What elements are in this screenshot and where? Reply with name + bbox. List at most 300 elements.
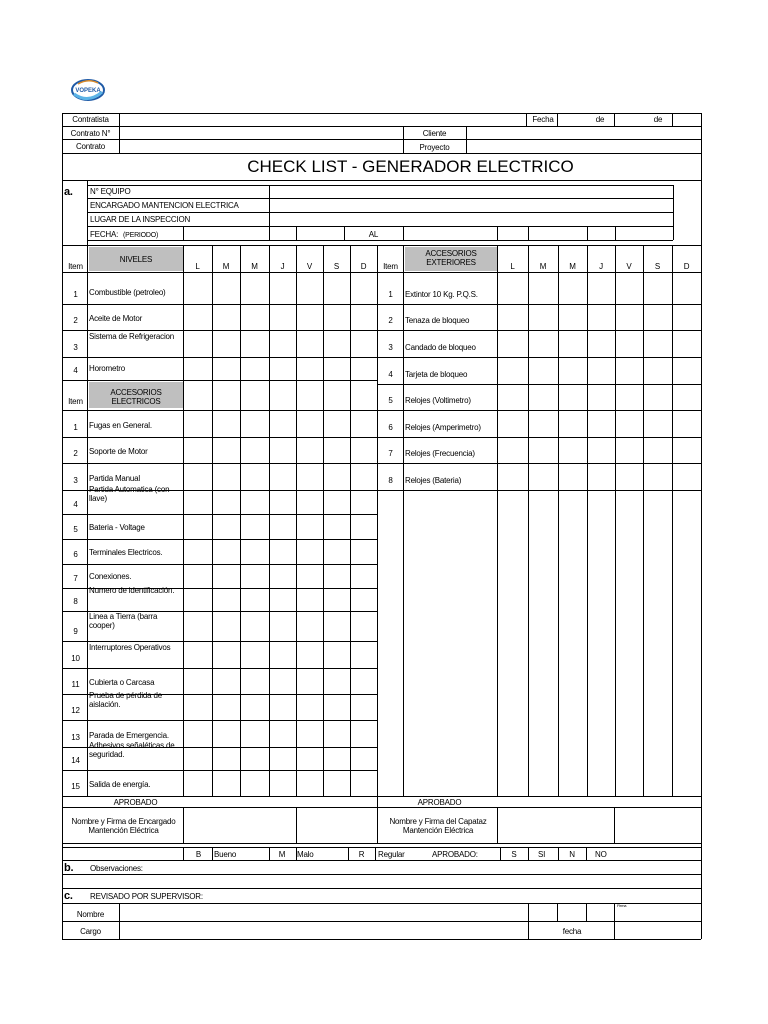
row-number: 4 bbox=[73, 500, 78, 509]
contrato-field[interactable] bbox=[120, 140, 403, 153]
check-cell[interactable] bbox=[184, 438, 212, 463]
check-cell[interactable] bbox=[529, 385, 558, 410]
check-cell[interactable] bbox=[241, 273, 269, 304]
check-cell[interactable] bbox=[616, 331, 643, 357]
contrato-n-field[interactable] bbox=[120, 127, 403, 139]
row-number: 1 bbox=[388, 290, 393, 299]
check-cell[interactable] bbox=[644, 305, 672, 330]
grid-line bbox=[701, 113, 702, 939]
check-cell[interactable] bbox=[644, 464, 672, 490]
check-cell[interactable] bbox=[241, 612, 269, 641]
row-number: 8 bbox=[388, 476, 393, 485]
check-cell[interactable] bbox=[351, 642, 377, 668]
check-cell[interactable] bbox=[184, 695, 212, 720]
check-cell[interactable] bbox=[241, 305, 269, 330]
check-cell[interactable] bbox=[184, 305, 212, 330]
check-cell[interactable] bbox=[351, 331, 377, 357]
grid-line bbox=[62, 153, 701, 154]
check-cell[interactable] bbox=[184, 612, 212, 641]
check-cell[interactable] bbox=[184, 273, 212, 304]
check-cell[interactable] bbox=[270, 771, 296, 796]
check-cell[interactable] bbox=[351, 771, 377, 796]
check-cell[interactable] bbox=[297, 438, 323, 463]
check-cell[interactable] bbox=[644, 358, 672, 384]
check-cell[interactable] bbox=[270, 540, 296, 564]
check-cell[interactable] bbox=[351, 358, 377, 380]
check-cell[interactable] bbox=[270, 305, 296, 330]
svg-text:VOPEKA: VOPEKA bbox=[75, 88, 101, 94]
nombre-field[interactable] bbox=[120, 904, 528, 921]
grid-line bbox=[403, 126, 404, 153]
check-cell[interactable] bbox=[673, 331, 701, 357]
contratista-label: Contratista bbox=[72, 115, 109, 124]
row-number: 1 bbox=[73, 290, 78, 299]
row-label: Adhesivos señaléticas de seguridad. bbox=[89, 741, 175, 759]
check-cell[interactable] bbox=[297, 464, 323, 490]
check-cell[interactable] bbox=[270, 589, 296, 611]
grid-line bbox=[375, 847, 376, 860]
grid-line bbox=[526, 113, 527, 126]
firma-encargado: Nombre y Firma de Encargado Mantención Eléctrica bbox=[71, 817, 176, 835]
check-cell[interactable] bbox=[213, 695, 240, 720]
section-a-label: a. bbox=[64, 186, 73, 198]
check-cell[interactable] bbox=[673, 464, 701, 490]
check-cell[interactable] bbox=[324, 438, 350, 463]
check-cell[interactable] bbox=[270, 491, 296, 514]
check-cell[interactable] bbox=[297, 331, 323, 357]
encargado-field[interactable] bbox=[270, 199, 673, 212]
check-cell[interactable] bbox=[351, 411, 377, 437]
check-cell[interactable] bbox=[184, 358, 212, 380]
check-cell[interactable] bbox=[559, 464, 587, 490]
check-cell[interactable] bbox=[644, 273, 672, 304]
n-equipo-field[interactable] bbox=[270, 185, 673, 198]
check-cell[interactable] bbox=[297, 358, 323, 380]
check-cell[interactable] bbox=[241, 331, 269, 357]
check-cell[interactable] bbox=[351, 612, 377, 641]
check-cell[interactable] bbox=[213, 305, 240, 330]
row-number: 6 bbox=[73, 550, 78, 559]
check-cell[interactable] bbox=[351, 273, 377, 304]
item-header-right: Item bbox=[383, 262, 398, 271]
check-cell[interactable] bbox=[616, 305, 643, 330]
check-cell[interactable] bbox=[588, 331, 615, 357]
check-cell[interactable] bbox=[324, 748, 350, 770]
check-cell[interactable] bbox=[297, 565, 323, 588]
check-cell[interactable] bbox=[498, 273, 528, 304]
grid-line bbox=[62, 180, 701, 181]
check-cell[interactable] bbox=[297, 642, 323, 668]
check-cell[interactable] bbox=[498, 358, 528, 384]
check-cell[interactable] bbox=[351, 748, 377, 770]
check-cell[interactable] bbox=[351, 540, 377, 564]
check-cell[interactable] bbox=[213, 748, 240, 770]
check-cell[interactable] bbox=[559, 385, 587, 410]
row-label: Relojes (Amperimetro) bbox=[405, 423, 481, 432]
check-cell[interactable] bbox=[270, 721, 296, 747]
check-cell[interactable] bbox=[241, 695, 269, 720]
revisado-label: REVISADO POR SUPERVISOR: bbox=[90, 892, 203, 901]
check-cell[interactable] bbox=[588, 273, 615, 304]
grid-line bbox=[497, 807, 498, 843]
row-label: Salida de energía. bbox=[89, 780, 151, 789]
check-cell[interactable] bbox=[324, 695, 350, 720]
check-cell[interactable] bbox=[270, 669, 296, 694]
check-cell[interactable] bbox=[529, 438, 558, 463]
day-header-right-3: J bbox=[599, 262, 603, 271]
check-cell[interactable] bbox=[351, 565, 377, 588]
check-cell[interactable] bbox=[644, 411, 672, 437]
check-cell[interactable] bbox=[324, 540, 350, 564]
check-cell[interactable] bbox=[588, 305, 615, 330]
grid-line bbox=[62, 796, 377, 797]
check-cell[interactable] bbox=[297, 515, 323, 539]
firma-capataz: Nombre y Firma del Capataz Mantención Eléctrica bbox=[389, 817, 487, 835]
check-cell[interactable] bbox=[297, 589, 323, 611]
aprobado-right: APROBADO bbox=[417, 798, 462, 807]
row-label: Sistema de Refrigeracion bbox=[89, 332, 175, 341]
check-cell[interactable] bbox=[644, 438, 672, 463]
check-cell[interactable] bbox=[213, 565, 240, 588]
check-cell[interactable] bbox=[297, 491, 323, 514]
check-cell[interactable] bbox=[270, 464, 296, 490]
row-number: 4 bbox=[388, 370, 393, 379]
check-cell[interactable] bbox=[324, 411, 350, 437]
grid-line bbox=[62, 939, 701, 940]
cliente-label: Cliente bbox=[422, 129, 447, 138]
check-cell[interactable] bbox=[529, 305, 558, 330]
check-cell[interactable] bbox=[241, 464, 269, 490]
check-cell[interactable] bbox=[241, 358, 269, 380]
row-number: 6 bbox=[388, 423, 393, 432]
row-number: 7 bbox=[388, 449, 393, 458]
check-cell[interactable] bbox=[324, 669, 350, 694]
check-cell[interactable] bbox=[588, 464, 615, 490]
check-cell[interactable] bbox=[673, 305, 701, 330]
check-cell[interactable] bbox=[297, 540, 323, 564]
check-cell[interactable] bbox=[529, 358, 558, 384]
row-label: Candado de bloqueo bbox=[405, 343, 476, 352]
fecha-c-label: fecha bbox=[562, 927, 582, 936]
check-cell[interactable] bbox=[270, 748, 296, 770]
check-cell[interactable] bbox=[616, 273, 643, 304]
check-cell[interactable] bbox=[588, 385, 615, 410]
grid-line bbox=[62, 888, 701, 889]
check-cell[interactable] bbox=[324, 491, 350, 514]
check-cell[interactable] bbox=[297, 771, 323, 796]
day-header-right-4: V bbox=[626, 262, 632, 271]
check-cell[interactable] bbox=[241, 565, 269, 588]
check-cell[interactable] bbox=[241, 721, 269, 747]
grid-line bbox=[403, 245, 404, 796]
day-header-left-2: M bbox=[251, 262, 258, 271]
fecha-label: Fecha bbox=[532, 115, 554, 124]
check-cell[interactable] bbox=[241, 748, 269, 770]
check-cell[interactable] bbox=[241, 669, 269, 694]
check-cell[interactable] bbox=[184, 669, 212, 694]
check-cell[interactable] bbox=[213, 358, 240, 380]
check-cell[interactable] bbox=[241, 411, 269, 437]
day-header-left-5: S bbox=[333, 262, 340, 271]
check-cell[interactable] bbox=[297, 273, 323, 304]
check-cell[interactable] bbox=[297, 305, 323, 330]
grid-line bbox=[62, 874, 701, 875]
row-label: Interruptores Operativos bbox=[89, 643, 171, 652]
check-cell[interactable] bbox=[673, 273, 701, 304]
grid-line bbox=[528, 226, 529, 240]
grid-line bbox=[62, 843, 701, 844]
check-cell[interactable] bbox=[184, 515, 212, 539]
check-cell[interactable] bbox=[270, 358, 296, 380]
legend-aprobado: APROBADO: bbox=[432, 850, 478, 859]
check-cell[interactable] bbox=[559, 411, 587, 437]
lugar-field[interactable] bbox=[270, 213, 673, 226]
observaciones-field[interactable] bbox=[160, 861, 700, 874]
firma-box[interactable] bbox=[615, 904, 700, 938]
check-cell[interactable] bbox=[351, 669, 377, 694]
check-cell[interactable] bbox=[588, 411, 615, 437]
row-number: 5 bbox=[73, 525, 78, 534]
check-cell[interactable] bbox=[324, 565, 350, 588]
check-cell[interactable] bbox=[297, 721, 323, 747]
check-cell[interactable] bbox=[616, 464, 643, 490]
check-cell[interactable] bbox=[213, 612, 240, 641]
check-cell[interactable] bbox=[270, 515, 296, 539]
check-cell[interactable] bbox=[644, 331, 672, 357]
check-cell[interactable] bbox=[498, 305, 528, 330]
day-header-right-1: M bbox=[539, 262, 547, 271]
check-cell[interactable] bbox=[351, 721, 377, 747]
row-label: Numero de identificación. bbox=[89, 586, 175, 595]
row-number: 2 bbox=[73, 449, 78, 458]
check-cell[interactable] bbox=[241, 589, 269, 611]
proyecto-label: Proyecto bbox=[419, 143, 450, 152]
row-label: Relojes (Bateria) bbox=[405, 476, 462, 485]
check-cell[interactable] bbox=[213, 540, 240, 564]
check-cell[interactable] bbox=[184, 771, 212, 796]
check-cell[interactable] bbox=[270, 438, 296, 463]
check-cell[interactable] bbox=[184, 540, 212, 564]
check-cell[interactable] bbox=[213, 331, 240, 357]
check-cell[interactable] bbox=[297, 748, 323, 770]
check-cell[interactable] bbox=[270, 273, 296, 304]
check-cell[interactable] bbox=[270, 695, 296, 720]
legend-n-code: N bbox=[569, 850, 575, 859]
check-cell[interactable] bbox=[270, 642, 296, 668]
grid-line bbox=[377, 490, 701, 491]
check-cell[interactable] bbox=[184, 565, 212, 588]
check-cell[interactable] bbox=[498, 464, 528, 490]
check-cell[interactable] bbox=[213, 515, 240, 539]
check-cell[interactable] bbox=[324, 771, 350, 796]
check-cell[interactable] bbox=[213, 669, 240, 694]
lugar-label: LUGAR DE LA INSPECCION bbox=[90, 215, 191, 224]
check-cell[interactable] bbox=[351, 589, 377, 611]
check-cell[interactable] bbox=[324, 612, 350, 641]
row-number: 3 bbox=[73, 343, 78, 352]
row-number: 11 bbox=[71, 680, 80, 689]
check-cell[interactable] bbox=[673, 358, 701, 384]
grid-line bbox=[497, 226, 498, 240]
check-cell[interactable] bbox=[297, 612, 323, 641]
check-cell[interactable] bbox=[498, 385, 528, 410]
check-cell[interactable] bbox=[184, 642, 212, 668]
check-cell[interactable] bbox=[270, 612, 296, 641]
contratista-field[interactable] bbox=[120, 114, 525, 125]
check-cell[interactable] bbox=[529, 331, 558, 357]
check-cell[interactable] bbox=[351, 695, 377, 720]
check-cell[interactable] bbox=[297, 411, 323, 437]
row-label: Tarjeta de bloqueo bbox=[405, 370, 468, 379]
check-cell[interactable] bbox=[213, 589, 240, 611]
check-cell[interactable] bbox=[616, 358, 643, 384]
day-header-right-5: S bbox=[654, 262, 661, 271]
check-cell[interactable] bbox=[297, 695, 323, 720]
cargo-field[interactable] bbox=[120, 921, 528, 938]
grid-line bbox=[212, 847, 213, 860]
row-label: Relojes (Voltimetro) bbox=[405, 396, 471, 405]
check-cell[interactable] bbox=[241, 491, 269, 514]
check-cell[interactable] bbox=[213, 642, 240, 668]
company-logo bbox=[70, 78, 106, 104]
check-cell[interactable] bbox=[213, 771, 240, 796]
grid-line bbox=[296, 807, 297, 843]
grid-line bbox=[87, 240, 673, 241]
check-cell[interactable] bbox=[324, 515, 350, 539]
row-number: 12 bbox=[71, 706, 80, 715]
check-cell[interactable] bbox=[213, 491, 240, 514]
check-cell[interactable] bbox=[644, 385, 672, 410]
check-cell[interactable] bbox=[559, 438, 587, 463]
check-cell[interactable] bbox=[529, 411, 558, 437]
row-number: 2 bbox=[388, 316, 393, 325]
check-cell[interactable] bbox=[213, 273, 240, 304]
check-cell[interactable] bbox=[184, 721, 212, 747]
check-cell[interactable] bbox=[673, 385, 701, 410]
check-cell[interactable] bbox=[184, 331, 212, 357]
grid-line bbox=[377, 245, 378, 796]
check-cell[interactable] bbox=[673, 411, 701, 437]
check-cell[interactable] bbox=[559, 331, 587, 357]
check-cell[interactable] bbox=[351, 515, 377, 539]
check-cell[interactable] bbox=[559, 273, 587, 304]
section-c-label: c. bbox=[64, 890, 73, 902]
row-number: 3 bbox=[73, 476, 78, 485]
check-cell[interactable] bbox=[529, 273, 558, 304]
check-cell[interactable] bbox=[213, 721, 240, 747]
legend-s-label: SI bbox=[538, 850, 546, 859]
check-cell[interactable] bbox=[529, 464, 558, 490]
check-cell[interactable] bbox=[184, 589, 212, 611]
check-cell[interactable] bbox=[213, 464, 240, 490]
check-cell[interactable] bbox=[270, 565, 296, 588]
day-header-left-0: L bbox=[195, 262, 200, 271]
fecha-de-2: de bbox=[653, 115, 663, 124]
check-cell[interactable] bbox=[184, 491, 212, 514]
check-cell[interactable] bbox=[588, 358, 615, 384]
check-cell[interactable] bbox=[616, 411, 643, 437]
check-cell[interactable] bbox=[559, 305, 587, 330]
check-cell[interactable] bbox=[324, 464, 350, 490]
row-number: 4 bbox=[73, 366, 78, 375]
aprobado-left: APROBADO bbox=[113, 798, 158, 807]
check-cell[interactable] bbox=[559, 358, 587, 384]
check-cell[interactable] bbox=[324, 305, 350, 330]
row-label: Terminales Electricos. bbox=[89, 548, 163, 557]
check-cell[interactable] bbox=[241, 642, 269, 668]
grid-line bbox=[615, 226, 616, 240]
check-cell[interactable] bbox=[616, 438, 643, 463]
grid-line bbox=[62, 380, 377, 381]
check-cell[interactable] bbox=[213, 438, 240, 463]
check-cell[interactable] bbox=[588, 438, 615, 463]
check-cell[interactable] bbox=[616, 385, 643, 410]
check-cell[interactable] bbox=[241, 771, 269, 796]
check-cell[interactable] bbox=[184, 411, 212, 437]
day-header-left-3: J bbox=[280, 262, 285, 271]
row-label: Fugas en General. bbox=[89, 421, 152, 430]
proyecto-field[interactable] bbox=[467, 140, 700, 153]
check-cell[interactable] bbox=[351, 464, 377, 490]
cliente-field[interactable] bbox=[467, 127, 700, 139]
check-cell[interactable] bbox=[270, 411, 296, 437]
check-cell[interactable] bbox=[324, 331, 350, 357]
check-cell[interactable] bbox=[351, 305, 377, 330]
check-cell[interactable] bbox=[498, 331, 528, 357]
row-label: Extintor 10 Kg. P.Q.S. bbox=[405, 290, 478, 299]
check-cell[interactable] bbox=[213, 411, 240, 437]
grid-line bbox=[183, 226, 184, 240]
check-cell[interactable] bbox=[270, 331, 296, 357]
grid-line bbox=[87, 226, 673, 227]
check-cell[interactable] bbox=[241, 515, 269, 539]
check-cell[interactable] bbox=[351, 438, 377, 463]
row-label: Cubierta o Carcasa bbox=[89, 678, 155, 687]
cargo-label: Cargo bbox=[80, 927, 101, 936]
check-cell[interactable] bbox=[351, 491, 377, 514]
grid-line bbox=[557, 903, 558, 921]
grid-line bbox=[87, 245, 88, 796]
check-cell[interactable] bbox=[324, 358, 350, 380]
check-cell[interactable] bbox=[673, 438, 701, 463]
grid-line bbox=[62, 807, 701, 808]
check-cell[interactable] bbox=[324, 642, 350, 668]
check-cell[interactable] bbox=[324, 589, 350, 611]
check-cell[interactable] bbox=[297, 669, 323, 694]
check-cell[interactable] bbox=[324, 273, 350, 304]
grid-line bbox=[614, 807, 615, 843]
grid-line bbox=[586, 847, 587, 860]
check-cell[interactable] bbox=[498, 438, 528, 463]
row-number: 5 bbox=[388, 396, 393, 405]
accesorios-exteriores-header: ACCESORIOS EXTERIORES bbox=[425, 249, 477, 267]
check-cell[interactable] bbox=[184, 464, 212, 490]
check-cell[interactable] bbox=[241, 540, 269, 564]
periodo-label: (PERIODO) bbox=[123, 232, 159, 239]
check-cell[interactable] bbox=[184, 748, 212, 770]
grid-line bbox=[528, 847, 529, 860]
row-label: Aceite de Motor bbox=[89, 314, 143, 323]
day-header-right-6: D bbox=[683, 262, 690, 271]
row-label: Conexiones. bbox=[89, 572, 132, 581]
check-cell[interactable] bbox=[324, 721, 350, 747]
check-cell[interactable] bbox=[498, 411, 528, 437]
niveles-header: NIVELES bbox=[119, 255, 153, 264]
grid-line bbox=[183, 847, 184, 860]
check-cell[interactable] bbox=[241, 438, 269, 463]
row-label: Bateria - Voltage bbox=[89, 523, 145, 532]
grid-line bbox=[183, 807, 184, 843]
